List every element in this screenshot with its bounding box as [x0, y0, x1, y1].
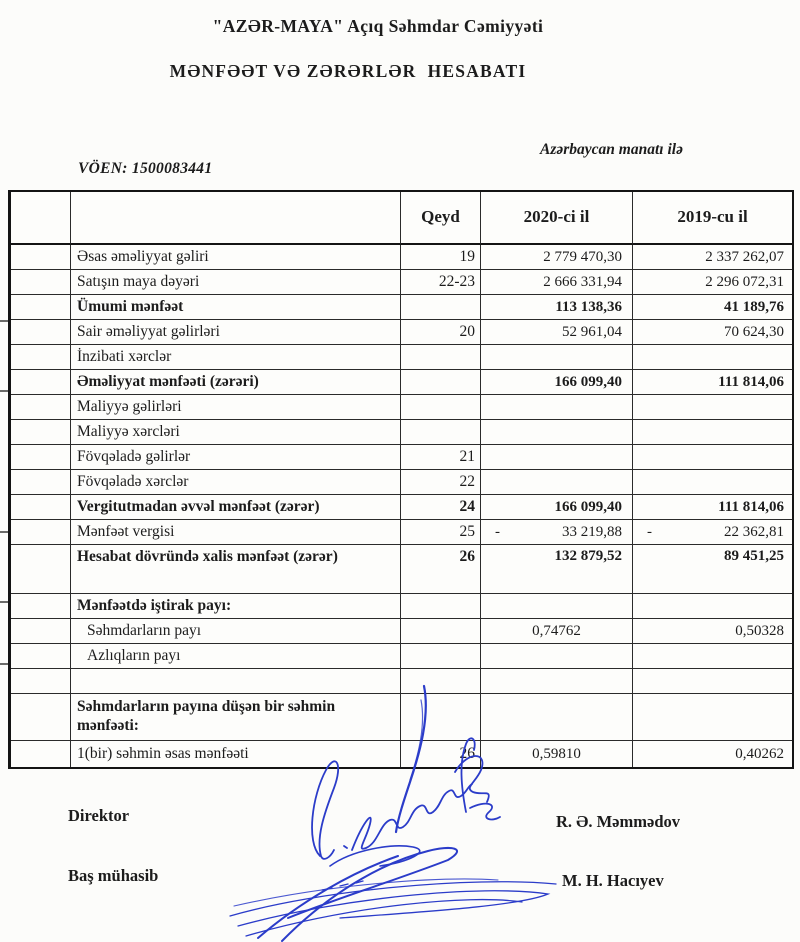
value-2019-cell: 41 189,76	[633, 295, 792, 320]
value-2020-cell	[481, 345, 633, 370]
table-row	[11, 320, 792, 345]
row-label-cell	[71, 669, 401, 694]
header-blank-cell-1	[11, 192, 71, 245]
row-label-cell: Fövqəladə gəlirlər	[71, 445, 401, 470]
row-label-cell: 1(bir) səhmin əsas mənfəəti	[71, 741, 401, 767]
table-row	[11, 545, 792, 594]
col-header-2019: 2019-cu il	[633, 192, 792, 245]
row-label-cell: Azlıqların payı	[71, 644, 401, 669]
minus-sign: -	[647, 523, 652, 540]
value-2019-cell	[633, 445, 792, 470]
row-label-cell: Vergitutmadan əvvəl mənfəət (zərər)	[71, 495, 401, 520]
table-row	[11, 345, 792, 370]
value-2019-cell: 70 624,30	[633, 320, 792, 345]
value-2019-cell	[633, 420, 792, 445]
value-2020-cell: 52 961,04	[481, 320, 633, 345]
table-row	[11, 594, 792, 619]
note-cell: 21	[401, 445, 481, 470]
note-cell: 19	[401, 245, 481, 270]
row-label-cell: Səhmdarların payı	[71, 619, 401, 644]
value-2020-cell	[481, 395, 633, 420]
director-name: R. Ə. Məmmədov	[556, 812, 680, 831]
table-row	[11, 470, 792, 495]
signature-chief-accountant	[230, 846, 556, 941]
value-2020-cell	[481, 644, 633, 669]
value-2020-cell	[481, 445, 633, 470]
row-label-cell: Sair əməliyyat gəlirləri	[71, 320, 401, 345]
note-cell: 20	[401, 320, 481, 345]
chief-accountant-label: Baş mühasib	[68, 866, 159, 885]
value-2020-cell: 2 666 331,94	[481, 270, 633, 295]
value-2020-cell	[481, 694, 633, 741]
table-header-row	[11, 192, 792, 245]
chief-accountant-name: M. H. Hacıyev	[562, 871, 664, 890]
value-2019-cell: 0,40262	[735, 745, 784, 762]
value-2020-cell	[481, 594, 633, 619]
header-blank-cell-2	[71, 192, 401, 245]
value-2019-cell: - 22 362,81	[633, 520, 792, 545]
company-title: "AZƏR-MAYA" Açıq Səhmdar Cəmiyyəti	[212, 16, 544, 36]
row-label-cell: Səhmdarların payına düşən bir səhmin mənfəəti:	[71, 694, 401, 741]
value-2019-cell	[633, 694, 792, 741]
value-2020-cell: - 33 219,88	[481, 520, 633, 545]
value-2020-cell: 2 779 470,30	[481, 245, 633, 270]
table-row	[11, 370, 792, 395]
value-2019-cell	[633, 395, 792, 420]
note-cell	[401, 420, 481, 445]
note-cell: 26	[401, 545, 481, 594]
table-row	[11, 495, 792, 520]
table-row	[11, 694, 792, 741]
value-2019-cell	[633, 644, 792, 669]
table-row	[11, 445, 792, 470]
value-2020-cell	[481, 420, 633, 445]
note-cell: 22	[401, 470, 481, 495]
value-2020-cell	[481, 470, 633, 495]
value-2019-cell	[633, 669, 792, 694]
table-row	[11, 420, 792, 445]
row-label-cell: Hesabat dövründə xalis mənfəət (zərər)	[71, 545, 401, 594]
table-row	[11, 245, 792, 270]
value-2020-cell: 132 879,52	[481, 545, 633, 594]
row-label-cell: Əsas əməliyyat gəliri	[71, 245, 401, 270]
note-cell	[401, 594, 481, 619]
table-row	[11, 520, 792, 545]
row-label-cell: Mənfəət vergisi	[71, 520, 401, 545]
value-2020-cell: 0,59810	[481, 741, 633, 767]
profit-loss-table	[8, 190, 794, 769]
value-2019-cell: 0,50328	[633, 619, 792, 644]
table-row-empty	[11, 669, 792, 694]
note-cell: 24	[401, 495, 481, 520]
value-2020-cell: 166 099,40	[481, 495, 633, 520]
note-cell	[401, 619, 481, 644]
value-2020-cell: 0,74762	[481, 619, 633, 644]
table-row	[11, 395, 792, 420]
note-cell	[401, 295, 481, 320]
note-cell	[401, 694, 481, 741]
value-2019-cell: 2 337 262,07	[633, 245, 792, 270]
value-2019-cell	[633, 594, 792, 619]
note-cell: 25	[401, 520, 481, 545]
voen-number: VÖEN: 1500083441	[78, 160, 213, 177]
row-label-cell: Maliyyə gəlirləri	[71, 395, 401, 420]
value-2019-cell	[633, 470, 792, 495]
report-title: MƏNFƏƏT VƏ ZƏRƏRLƏR HESABATI	[169, 61, 527, 81]
table-row	[11, 741, 792, 767]
table-row	[11, 270, 792, 295]
row-label-cell: Ümumi mənfəət	[71, 295, 401, 320]
currency-note: Azərbaycan manatı ilə	[540, 141, 683, 158]
row-label-cell: Satışın maya dəyəri	[71, 270, 401, 295]
value-2019-cell	[633, 345, 792, 370]
note-cell: 22-23	[401, 270, 481, 295]
row-label-cell: Fövqəladə xərclər	[71, 470, 401, 495]
note-cell	[401, 345, 481, 370]
row-label-cell: İnzibati xərclər	[71, 345, 401, 370]
value-2019-cell: 89 451,25	[633, 545, 792, 594]
col-header-note: Qeyd	[401, 192, 481, 245]
note-cell	[401, 395, 481, 420]
row-label-cell: Əməliyyat mənfəəti (zərəri)	[71, 370, 401, 395]
table-row	[11, 619, 792, 644]
note-cell	[401, 644, 481, 669]
value-2019-cell: 111 814,06	[633, 495, 792, 520]
note-cell: 26	[401, 741, 481, 767]
value-2019-cell: 2 296 072,31	[633, 270, 792, 295]
value-2020-cell	[481, 669, 633, 694]
note-cell	[401, 669, 481, 694]
value-2020-cell: 166 099,40	[481, 370, 633, 395]
table-row	[11, 644, 792, 669]
value-2020-cell: 113 138,36	[481, 295, 633, 320]
note-cell	[401, 370, 481, 395]
col-header-2020: 2020-ci il	[481, 192, 633, 245]
director-label: Direktor	[68, 806, 130, 825]
value-2019-cell: 111 814,06	[633, 370, 792, 395]
row-label-cell: Maliyyə xərcləri	[71, 420, 401, 445]
minus-sign: -	[495, 523, 500, 540]
table-row	[11, 295, 792, 320]
row-label-cell: Mənfəətdə iştirak payı:	[71, 594, 401, 619]
